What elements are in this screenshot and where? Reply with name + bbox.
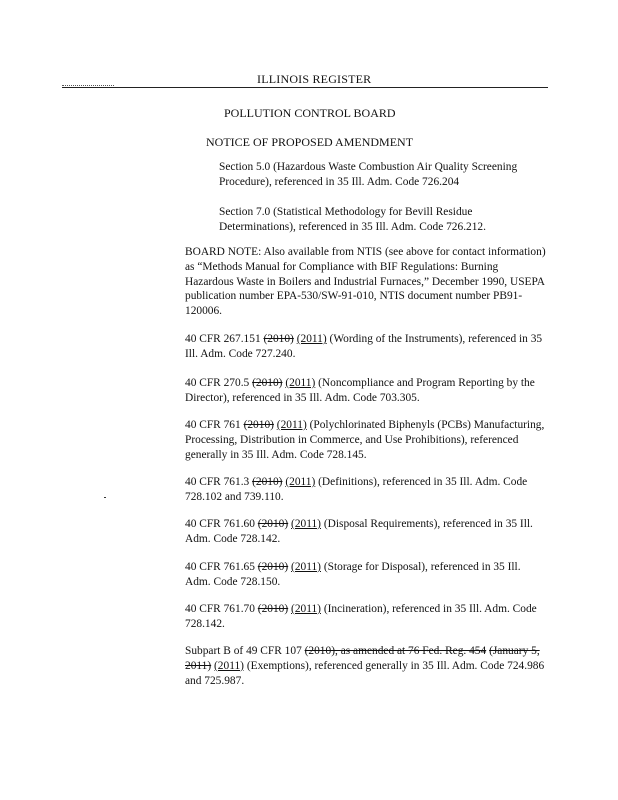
struck-year: (2010)	[263, 333, 294, 345]
section-reference: Section 7.0 (Statistical Methodology for Bevill Residue Determinations), referenced in 35 Ill. Adm. Code 726.212.	[219, 206, 486, 233]
struck-year: (2010)	[252, 377, 283, 389]
cfr-reference: 40 CFR 761.70 (2010) (2011) (Incineration), referenced in 35 Ill. Adm. Code 728.142.	[185, 603, 537, 630]
subpart-reference: Subpart B of 49 CFR 107 (2010), as amended at 76 Fed. Reg. 454 (January 5, 2011) (2011) (Exemptions), referenced generally in 35 Ill. Adm. Code 724.986 and 725.987.	[185, 645, 545, 687]
struck-year: (2010)	[257, 603, 289, 615]
cfr-reference: 40 CFR 267.151 (2010) (2011) (Wording of the Instruments), referenced in 35 Ill. Adm. Code 727.240.	[185, 333, 543, 360]
added-year: (2011)	[296, 333, 327, 345]
struck-amendment: (2010), as amended at 76 Fed. Reg. 454	[304, 645, 487, 657]
struck-year: (2010)	[252, 476, 283, 488]
added-year: (2011)	[285, 377, 316, 389]
header-rule	[62, 87, 548, 88]
cfr-reference: 40 CFR 761.60 (2010) (2011) (Disposal Requirements), referenced in 35 Ill. Adm. Code 728.142.	[185, 518, 533, 545]
header-scan-mark	[62, 85, 114, 86]
struck-year: (2010)	[257, 518, 289, 530]
added-year: (2011)	[291, 561, 321, 573]
added-year: (2011)	[285, 476, 316, 488]
cfr-reference: 40 CFR 761 (2010) (2011) (Polychlorinated Biphenyls (PCBs) Manufacturing, Processing, Distribution in Commerce, and Use Prohibitions), referenced generally in 35 Ill. Adm. Code 728.145.	[185, 419, 545, 461]
added-year: (2011)	[214, 659, 244, 672]
agency-title: POLLUTION CONTROL BOARD	[224, 106, 396, 120]
added-year: (2011)	[291, 603, 321, 615]
struck-year: (2010)	[243, 419, 274, 431]
notice-title: NOTICE OF PROPOSED AMENDMENT	[206, 135, 414, 149]
board-note: BOARD NOTE: Also available from NTIS (see above for contact information) as “Methods Manual for Compliance with BIF Regulations: Burning Hazardous Waste in Boilers and Industrial Furnaces,” December 1990, USEPA publication number EPA-530/SW-91-010, NTIS document number PB91-120006.	[185, 246, 546, 318]
struck-date: (January 5, 2011)	[185, 645, 540, 672]
cfr-reference: 40 CFR 761.65 (2010) (2011) (Storage for Disposal), referenced in 35 Ill. Adm. Code 728.150.	[185, 561, 521, 588]
struck-year: (2010)	[257, 561, 289, 573]
added-year: (2011)	[276, 419, 307, 431]
scan-speck	[104, 497, 106, 498]
register-title: ILLINOIS REGISTER	[257, 72, 372, 86]
cfr-reference: 40 CFR 761.3 (2010) (2011) (Definitions), referenced in 35 Ill. Adm. Code 728.102 and 739.110.	[185, 476, 528, 503]
cfr-reference: 40 CFR 270.5 (2010) (2011) (Noncompliance and Program Reporting by the Director), referenced in 35 Ill. Adm. Code 703.305.	[185, 377, 535, 404]
added-year: (2011)	[291, 518, 321, 530]
section-reference: Section 5.0 (Hazardous Waste Combustion Air Quality Screening Procedure), referenced in 35 Ill. Adm. Code 726.204	[219, 161, 518, 188]
